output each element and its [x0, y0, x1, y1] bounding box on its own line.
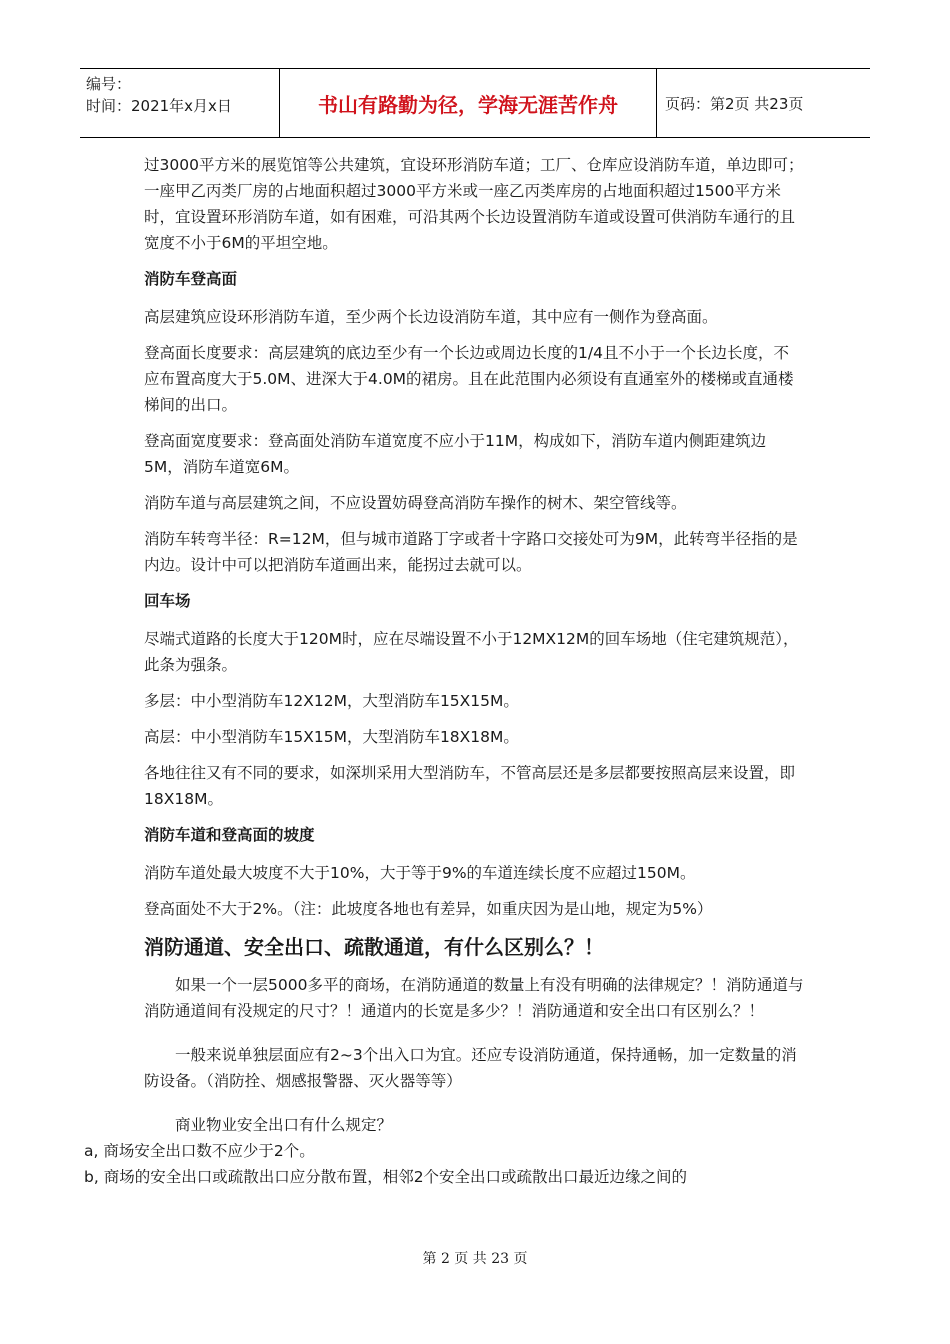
paragraph: 过3000平方米的展览馆等公共建筑，宜设环形消防车道；工厂、仓库应设消防车道，单边即可；一座甲乙丙类厂房的占地面积超过3000平方米或一座乙丙类库房的占地面积超过1500平方米时，宜设置环形消防车道，如有困难，可沿其两个长边设置消防车道或设置可供消防车通行的且宽度不小于6M的平坦空地。 [144, 156, 804, 252]
paragraph: 登高面长度要求：高层建筑的底边至少有一个长边或周边长度的1/4且不小于一个长边长度，不应布置高度大于5.0M、进深大于4.0M的裙房。且在此范围内必须设有直通室外的楼梯或直通楼梯间的出口。 [144, 344, 794, 414]
paragraph: 登高面处不大于2%。（注：此坡度各地也有差异，如重庆因为是山地，规定为5%） [144, 900, 713, 918]
paragraph: 登高面宽度要求：登高面处消防车道宽度不应小于11M，构成如下，消防车道内侧距建筑边5M，消防车道宽6M。 [144, 432, 767, 476]
time-label: 时间：2021年x月x日 [86, 97, 232, 115]
list-item: a, 商场安全出口数不应少于2个。 [84, 1142, 315, 1160]
paragraph: 消防车道处最大坡度不大于10%，大于等于9%的车道连续长度不应超过150M。 [144, 864, 696, 882]
page-header [80, 68, 870, 138]
header-page-info: 页码：第2页 共23页 [665, 94, 804, 113]
paragraph: 各地往往又有不同的要求，如深圳采用大型消防车，不管高层还是多层都要按照高层来设置，即18X18M。 [144, 764, 796, 808]
section-heading: 消防车登高面 [144, 270, 238, 288]
page-footer: 第 2 页 共 23 页 [422, 1251, 528, 1267]
paragraph: 多层：中小型消防车12X12M，大型消防车15X15M。 [144, 692, 519, 710]
paragraph: 高层建筑应设环形消防车道，至少两个长边设消防车道，其中应有一侧作为登高面。 [144, 308, 718, 326]
paragraph: 消防车转弯半径：R=12M，但与城市道路丁字或者十字路口交接处可为9M，此转弯半径指的是内边。设计中可以把消防车道画出来，能拐过去就可以。 [144, 530, 798, 574]
header-meta [80, 69, 280, 137]
header-motto: 书山有路勤为径，学海无涯苦作舟 [280, 69, 657, 137]
paragraph: 尽端式道路的长度大于120M时，应在尽端设置不小于12MX12M的回车场地（住宅建筑规范），此条为强条。 [144, 630, 799, 674]
section-heading: 回车场 [144, 592, 191, 610]
paragraph: 消防车道与高层建筑之间，不应设置妨碍登高消防车操作的树木、架空管线等。 [144, 494, 687, 512]
section-heading: 消防车道和登高面的坡度 [144, 826, 315, 844]
paragraph: 高层：中小型消防车15X15M，大型消防车18X18M。 [144, 728, 519, 746]
paragraph: 商业物业安全出口有什么规定？ [175, 1116, 393, 1134]
major-heading: 消防通道、安全出口、疏散通道，有什么区别么？！ [144, 935, 604, 959]
paragraph: 一般来说单独层面应有2~3个出入口为宜。还应专设消防通道，保持通畅，加一定数量的消防设备。（消防拴、烟感报警器、灭火器等等） [144, 1046, 797, 1090]
number-label: 编号： [86, 75, 132, 93]
paragraph: 如果一个一层5000多平的商场，在消防通道的数量上有没有明确的法律规定？！消防通道与消防通道间有没规定的尺寸？！通道内的长宽是多少？！消防通道和安全出口有区别么？！ [144, 976, 804, 1020]
document-body [84, 152, 804, 1190]
list-item: b, 商场的安全出口或疏散出口应分散布置，相邻2个安全出口或疏散出口最近边缘之间的 [84, 1168, 688, 1186]
